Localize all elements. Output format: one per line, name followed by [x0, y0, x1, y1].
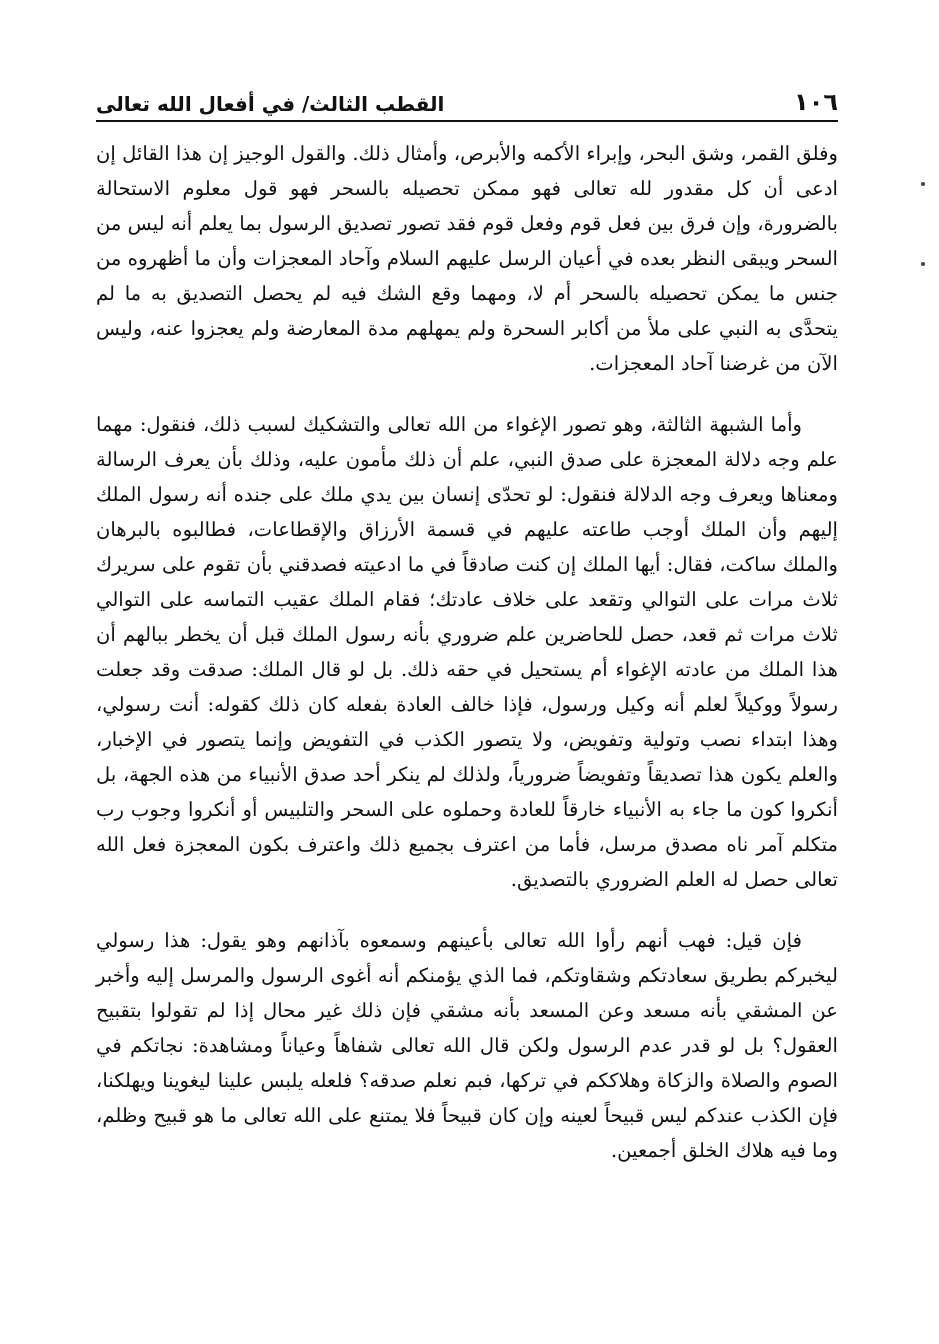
page-header	[96, 76, 838, 122]
paragraph-third-doubt: وأما الشبهة الثالثة، وهو تصور الإغواء من الله تعالى والتشكيك لسبب ذلك، فنقول: مهما علم وجه دلالة المعجزة على صدق النبي، علم أن ذلك مأمون عليه، وذلك بأن يعرف الرسالة ومعناها ويعرف وجه الدلالة فنقول: لو تحدّى إنسان بين يدي ملك على جنده أنه رسول الملك إليهم وأن الملك أوجب طاعته عليهم في قسمة الأرزاق والإقطاعات، فطالبوه بالبرهان والملك ساكت، فقال: أيها الملك إن كنت صادقاً في ما ادعيته فصدقني بأن تقوم على سريرك ثلاث مرات على التوالي وتقعد على خلاف عادتك؛ فقام الملك عقيب التماسه على التوالي ثلاث مرات ثم قعد، حصل للحاضرين علم ضروري بأنه رسول الملك قبل أن يخطر ببالهم أن هذا الملك من عادته الإغواء أم يستحيل في حقه ذلك. بل لو قال الملك: صدقت وقد جعلت رسولاً ووكيلاً لعلم أنه وكيل ورسول، فإذا خالف العادة بفعله كان ذلك كقوله: أنت رسولي، وهذا ابتداء نصب وتولية وتفويض، ولا يتصور الكذب في التفويض وإنما يتصور في الإخبار، والعلم يكون هذا تصديقاً وتفويضاً ضرورياً، ولذلك لم ينكر أحد صدق الأنبياء من هذه الجهة، بل أنكروا كون ما جاء به الأنبياء خارقاً للعادة وحملوه على السحر والتلبيس أو أنكروا وجوب رب متكلم آمر ناه مصدق مرسل، فأما من اعترف بجميع ذلك واعترف بكون المعجزة فعل الله تعالى حصل له العلم الضروري بالتصديق.	[96, 413, 838, 891]
paragraph-objection: فإن قيل: فهب أنهم رأوا الله تعالى بأعينهم وسمعوه بآذانهم وهو يقول: هذا رسولي ليخبركم بطريق سعادتكم وشقاوتكم، فما الذي يؤمنكم أنه أغوى الرسول والمرسل إليه وأخبر عن المشقي بأنه مسعد وعن المسعد بأنه مشقي فإن ذلك غير محال إذا لم تقولوا بتقبيح العقول؟ بل لو قدر عدم الرسول ولكن قال الله تعالى شفاهاً وعياناً ومشاهدة: نجاتكم في الصوم والصلاة والزكاة وهلاككم في تركها، فبم نعلم صدقه؟ فلعله يلبس علينا ليغوينا ويهلكنا، فإن الكذب عندكم ليس قبيحاً لعينه وإن كان قبيحاً فلا يمتنع على الله تعالى ما هو قبيح وظلم، وما فيه هلاك الخلق أجمعين.	[96, 929, 838, 1162]
body-text	[96, 136, 838, 1168]
running-title: القطب الثالث/ في أفعال الله تعالى	[96, 92, 445, 116]
margin-dot	[921, 182, 925, 186]
paragraph-continuation: وفلق القمر، وشق البحر، وإبراء الأكمه والأبرص، وأمثال ذلك. والقول الوجيز إن هذا القائل إن ادعى أن كل مقدور لله تعالى فهو ممكن تحصيله بالسحر فهو قول معلوم الاستحالة بالضرورة، وإن فرق بين فعل قوم وفعل قوم فقد تصور تصديق الرسول بما يعلم أنه ليس من السحر ويبقى النظر بعده في أعيان الرسل عليهم السلام وآحاد المعجزات وأن ما أظهروه من جنس ما يمكن تحصيله بالسحر أم لا، ومهما وقع الشك فيه لم يحصل التصديق به ما لم يتحدَّى به النبي على ملأ من أكابر السحرة ولم يمهلهم مدة المعارضة ولم يعجزوا عنه، وليس الآن من غرضنا آحاد المعجزات.	[96, 142, 838, 375]
margin-dot	[921, 262, 925, 266]
page-number: ١٠٦	[794, 88, 838, 116]
